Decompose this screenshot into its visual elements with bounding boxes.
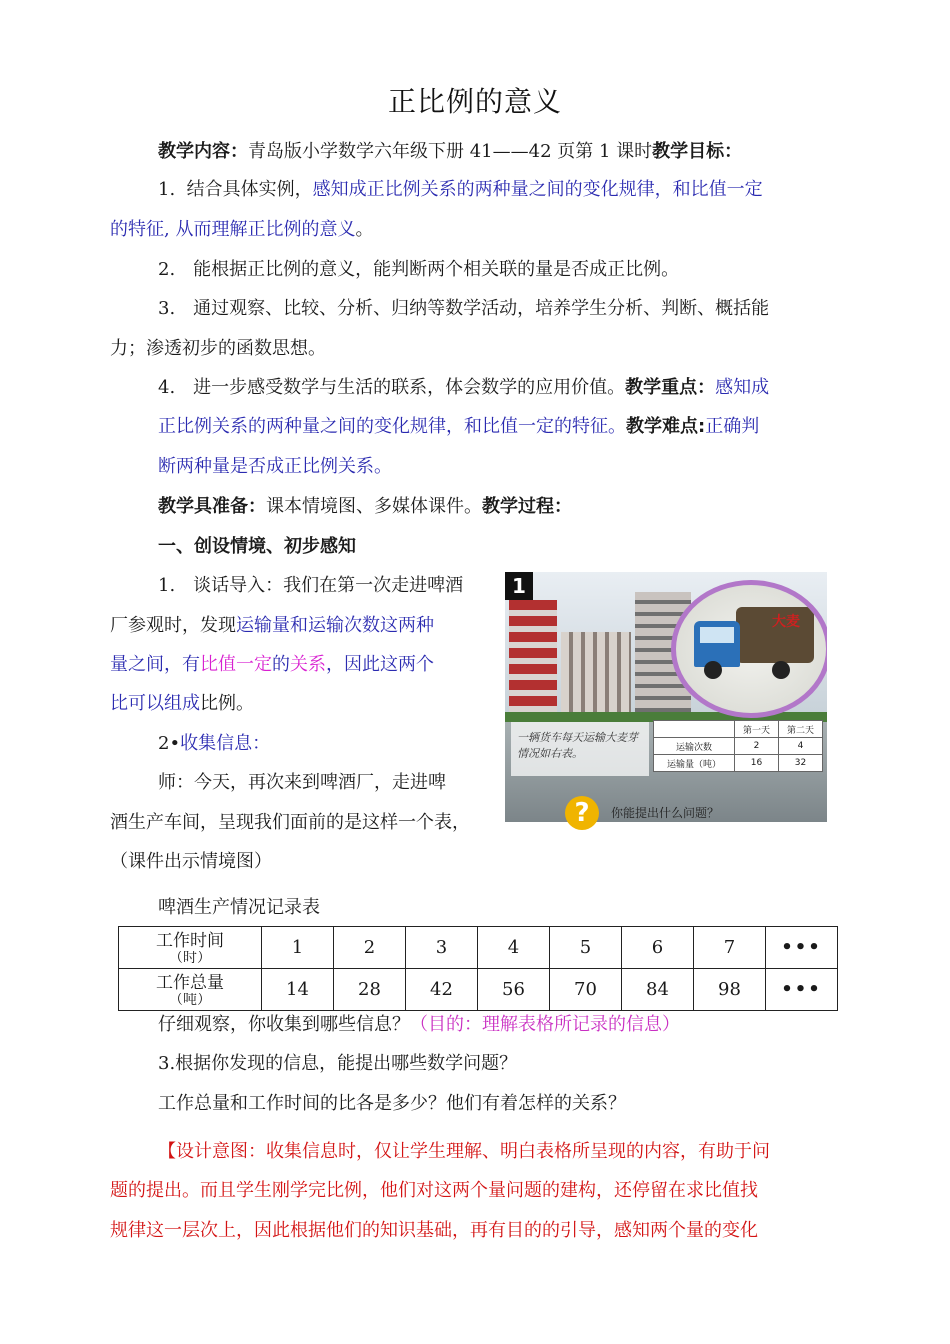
- truck-wheel-front: [704, 661, 722, 679]
- prep-line: [158, 495, 572, 519]
- content-text: 青岛版小学数学六年级下册 41——42 页第 1 课时: [248, 141, 653, 162]
- observe-line: [158, 1013, 680, 1037]
- table-cell: 98: [694, 969, 766, 1011]
- row-header-time: [119, 927, 262, 969]
- beer-production-table: [118, 926, 838, 1011]
- goal-1-num: 1.: [158, 179, 176, 200]
- intro-talk-line2: [110, 614, 434, 638]
- goal-2: 2. 能根据正比例的意义，能判断两个相关联的量是否成正比例。: [158, 259, 680, 280]
- goals-label: 教学目标：: [652, 141, 743, 162]
- table-cell: •••: [766, 927, 838, 969]
- table-cell: 3: [406, 927, 478, 969]
- table-cell: 16: [735, 755, 779, 772]
- question-mark-icon: ?: [565, 796, 599, 830]
- content-label: 教学内容：: [158, 141, 248, 162]
- difficulty-label: 教学难点:: [626, 416, 706, 437]
- teacher-line1: 师：今天，再次来到啤酒厂，走进啤: [158, 772, 446, 793]
- situation-figure: [505, 572, 827, 842]
- table-title: 啤酒生产情况记录表: [158, 897, 320, 918]
- table-row: [654, 755, 823, 772]
- table-cell: 第二天: [779, 721, 823, 738]
- row-header-label: 工作时间: [156, 931, 224, 951]
- difficulty-text-cont: 断两种量是否成正比例关系。: [158, 456, 392, 477]
- goal-1-line2: [110, 218, 373, 242]
- figure-caption: 一辆货车每天运输大麦芽情况如右表。: [517, 731, 638, 760]
- goal-1-highlight: 感知成正比例关系的两种量之间的变化规律，和比值一定: [312, 179, 763, 200]
- key-point-label: 教学重点：: [625, 377, 716, 398]
- question-prompt: [565, 796, 825, 832]
- page-title: 正比例的意义: [387, 85, 562, 118]
- table-cell: 4: [478, 927, 550, 969]
- goal-1-post: 。: [355, 219, 374, 240]
- row-header-label: 工作总量: [156, 973, 224, 993]
- teacher-line2: 酒生产车间，呈现我们面前的是这样一个表，: [110, 812, 470, 833]
- process-label: 教学过程：: [482, 496, 572, 517]
- table-cell: 56: [478, 969, 550, 1011]
- table-cell: 运输量（吨）: [654, 755, 735, 772]
- table-cell: 28: [334, 969, 406, 1011]
- collect-info-line: [158, 732, 270, 756]
- intro-talk-blue-b: 的: [272, 654, 290, 675]
- truck-window: [700, 627, 734, 643]
- table-row: [119, 927, 838, 969]
- truck-wheel-rear: [772, 661, 790, 679]
- table-row: [119, 969, 838, 1011]
- table-cell: [654, 721, 735, 738]
- figure-number-badge: 1: [505, 572, 533, 600]
- goal-1-line1: [158, 178, 763, 202]
- intro-talk-post: 比例。: [200, 693, 254, 714]
- caption-board: [511, 722, 649, 776]
- building-left: [509, 600, 557, 730]
- transport-table: [653, 720, 823, 772]
- intro-talk-blue-d: 比可以组成: [110, 693, 200, 714]
- design-intent-line1: 【设计意图：收集信息时，仅让学生理解、明白表格所呈现的内容，有助于问: [158, 1141, 770, 1162]
- goal-3-line1: 3. 通过观察、比较、分析、归纳等数学活动，培养学生分析、判断、概括能: [158, 298, 770, 319]
- question-3-answer: 工作总量和工作时间的比各是多少？他们有着怎样的关系？: [158, 1093, 626, 1114]
- goal-1-pre: 结合具体实例，: [186, 179, 313, 200]
- table-cell: •••: [766, 969, 838, 1011]
- table-cell: 14: [262, 969, 334, 1011]
- truck-oval-inset: [671, 580, 827, 718]
- intro-talk-blue-a: 量之间，有: [110, 654, 200, 675]
- prep-label: 教学具准备：: [158, 496, 266, 517]
- design-intent-line2: 题的提出。而且学生刚学完比例，他们对这两个量问题的建构，还停留在求比值找: [110, 1180, 758, 1201]
- collect-info-label: 收集信息：: [180, 733, 271, 754]
- observe-goal: （目的：理解表格所记录的信息）: [410, 1014, 680, 1035]
- collect-info-num: 2•: [158, 733, 181, 754]
- table-cell: 70: [550, 969, 622, 1011]
- intro-line: [158, 140, 742, 164]
- question-text: 你能提出什么问题？: [611, 806, 720, 820]
- table-cell: 2: [334, 927, 406, 969]
- table-cell: 4: [779, 738, 823, 755]
- section-1-heading: 一、创设情境、初步感知: [158, 536, 356, 557]
- intro-talk-line4: [110, 692, 254, 716]
- intro-talk-pink-a: 比值一定: [200, 654, 272, 675]
- table-cell: 7: [694, 927, 766, 969]
- intro-talk-line1: 1. 谈话导入：我们在第一次走进啤酒: [158, 575, 464, 596]
- table-row: [654, 721, 823, 738]
- goal-1-highlight-cont: 的特征, 从而理解正比例的意义: [110, 219, 356, 240]
- row-header-unit: （时）: [169, 951, 211, 963]
- question-3: 3.根据你发现的信息，能提出哪些数学问题？: [158, 1053, 518, 1074]
- difficulty-text: 正确判: [705, 416, 760, 437]
- table-cell: 1: [262, 927, 334, 969]
- intro-talk-blue-c: ，因此这两个: [326, 654, 434, 675]
- intro-talk-line3: [110, 653, 434, 677]
- teacher-line3: （课件出示情境图）: [110, 851, 272, 872]
- table-cell: 5: [550, 927, 622, 969]
- table-cell: 42: [406, 969, 478, 1011]
- row-header-total: [119, 969, 262, 1011]
- intro-talk-blue: 运输量和运输次数这两种: [236, 615, 434, 636]
- truck-sign: 大麦: [772, 614, 800, 630]
- row-header-unit: （吨）: [169, 993, 211, 1005]
- key-point-text: 感知成: [715, 377, 770, 398]
- key-point-line2: [158, 415, 759, 439]
- table-row: [654, 738, 823, 755]
- prep-text: 课本情境图、多媒体课件。: [266, 496, 482, 517]
- design-intent-line3: 规律这一层次上，因此根据他们的知识基础，再有目的的引导，感知两个量的变化: [110, 1220, 758, 1241]
- intro-talk-pink-b: 关系: [290, 654, 326, 675]
- table-cell: 2: [735, 738, 779, 755]
- table-cell: 运输次数: [654, 738, 735, 755]
- table-cell: 84: [622, 969, 694, 1011]
- intro-talk-pre: 厂参观时，发现: [110, 615, 236, 636]
- observe-text: 仔细观察，你收集到哪些信息？: [158, 1014, 410, 1035]
- goal-4-line: [158, 376, 769, 400]
- table-cell: 32: [779, 755, 823, 772]
- table-cell: 第一天: [735, 721, 779, 738]
- goal-4-text: 4. 进一步感受数学与生活的联系，体会数学的应用价值。: [158, 377, 626, 398]
- table-cell: 6: [622, 927, 694, 969]
- key-point-text-cont: 正比例关系的两种量之间的变化规律，和比值一定的特征。: [158, 416, 626, 437]
- goal-3-line2: 力；渗透初步的函数思想。: [110, 338, 326, 359]
- brewery-scene-image: [505, 572, 827, 822]
